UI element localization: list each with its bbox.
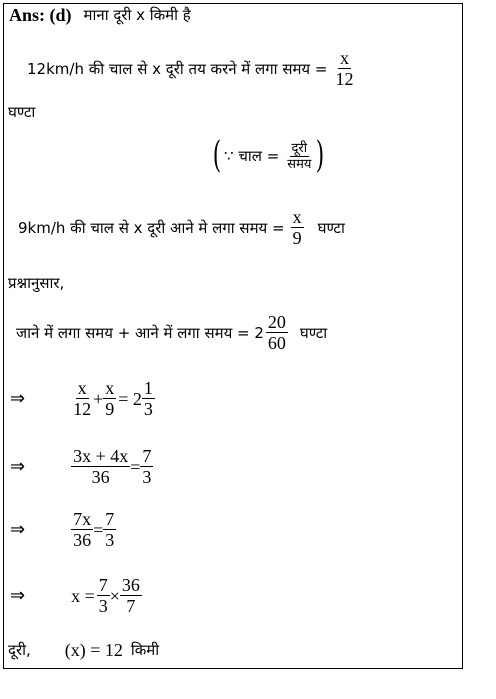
fraction-x-12 <box>71 378 93 419</box>
fraction-7-3 <box>103 509 116 550</box>
final-label: दूरी, <box>8 641 31 659</box>
final-value: (x) = 12 <box>64 640 123 660</box>
time-going-line <box>27 48 355 89</box>
step-3 <box>10 509 116 550</box>
step-4 <box>10 575 142 616</box>
time-going-text: 12km/h की चाल से x दूरी तय करने में लगा समय = <box>27 59 328 78</box>
total-time-text: जाने में लगा समय + आने में लगा समय = 2 <box>16 323 264 342</box>
total-time-fraction <box>266 312 288 353</box>
fraction-denominator: 3 <box>142 467 152 487</box>
final-answer <box>8 641 159 659</box>
step-2 <box>10 446 153 487</box>
answer-label: Ans: (d) <box>9 5 72 25</box>
fraction-denominator: 7 <box>126 596 136 616</box>
implies-arrow: ⇒ <box>10 584 26 606</box>
time-return-unit: घण्टा <box>317 218 345 237</box>
x-equals: x = <box>71 585 95 606</box>
left-paren: ( <box>212 135 222 176</box>
fraction-numerator: 7 <box>105 509 115 529</box>
fraction-numerator: दूरी <box>291 140 308 156</box>
fraction-denominator: 9 <box>292 228 302 248</box>
time-going-fraction <box>333 48 355 89</box>
fraction-7-3 <box>97 575 110 616</box>
fraction-numerator: x <box>105 378 115 398</box>
times-sign: × <box>109 585 120 606</box>
fraction-numerator: 3x + 4x <box>73 446 129 466</box>
fraction-7x-36 <box>71 509 93 550</box>
implies-arrow: ⇒ <box>10 455 26 477</box>
equals-mixed: = 2 <box>118 388 142 409</box>
fraction-denominator: 9 <box>105 399 115 419</box>
fraction-denominator: 36 <box>91 467 110 487</box>
right-paren: ) <box>316 135 325 176</box>
answer-line <box>9 6 191 24</box>
fraction-numerator: 1 <box>143 378 153 398</box>
fraction-numerator: 7 <box>98 575 108 595</box>
step-1 <box>10 378 155 419</box>
fraction-denominator: 3 <box>98 596 108 616</box>
fraction-36-7 <box>120 575 142 616</box>
fraction-x-9 <box>103 378 116 419</box>
time-return-text: 9km/h की चाल से x दूरी आने मे लगा समय = <box>18 218 285 237</box>
final-unit: किमी <box>130 641 160 659</box>
fraction-numerator: x <box>339 48 349 68</box>
fraction-denominator: 60 <box>267 333 286 353</box>
total-time-line <box>16 312 327 353</box>
fraction-denominator: 12 <box>335 69 354 89</box>
fraction-numerator: 7 <box>142 446 152 466</box>
according-to-question: प्रश्नानुसार, <box>8 274 65 292</box>
total-time-unit: घण्टा <box>299 323 328 342</box>
equals-sign: = <box>130 456 141 477</box>
fraction-numerator: x <box>292 207 302 227</box>
fraction-denominator: 3 <box>105 530 115 550</box>
fraction-denominator: 36 <box>73 530 92 550</box>
fraction-numerator: 36 <box>121 575 140 595</box>
speed-formula-fraction <box>285 141 313 172</box>
fraction-numerator: x <box>77 378 87 398</box>
equals-sign: = <box>93 519 104 540</box>
fraction-denominator: 12 <box>73 399 92 419</box>
plus-sign: + <box>93 388 104 409</box>
fraction-7-3 <box>140 446 153 487</box>
fraction-denominator: समय <box>287 156 312 172</box>
implies-arrow: ⇒ <box>10 387 26 409</box>
answer-assumption: माना दूरी x किमी है <box>83 6 191 24</box>
speed-formula-text: ∵ चाल = <box>224 147 280 165</box>
fraction-numerator: 20 <box>267 312 286 332</box>
time-return-fraction <box>291 207 304 248</box>
speed-formula-note <box>210 135 327 176</box>
fraction-3x-4x-36 <box>71 446 130 487</box>
time-return-line <box>18 207 345 248</box>
implies-arrow: ⇒ <box>10 518 26 540</box>
fraction-numerator: 7x <box>73 509 92 529</box>
fraction-denominator: 3 <box>143 399 153 419</box>
time-going-unit: घण्टा <box>8 103 36 121</box>
fraction-1-3 <box>142 378 155 419</box>
